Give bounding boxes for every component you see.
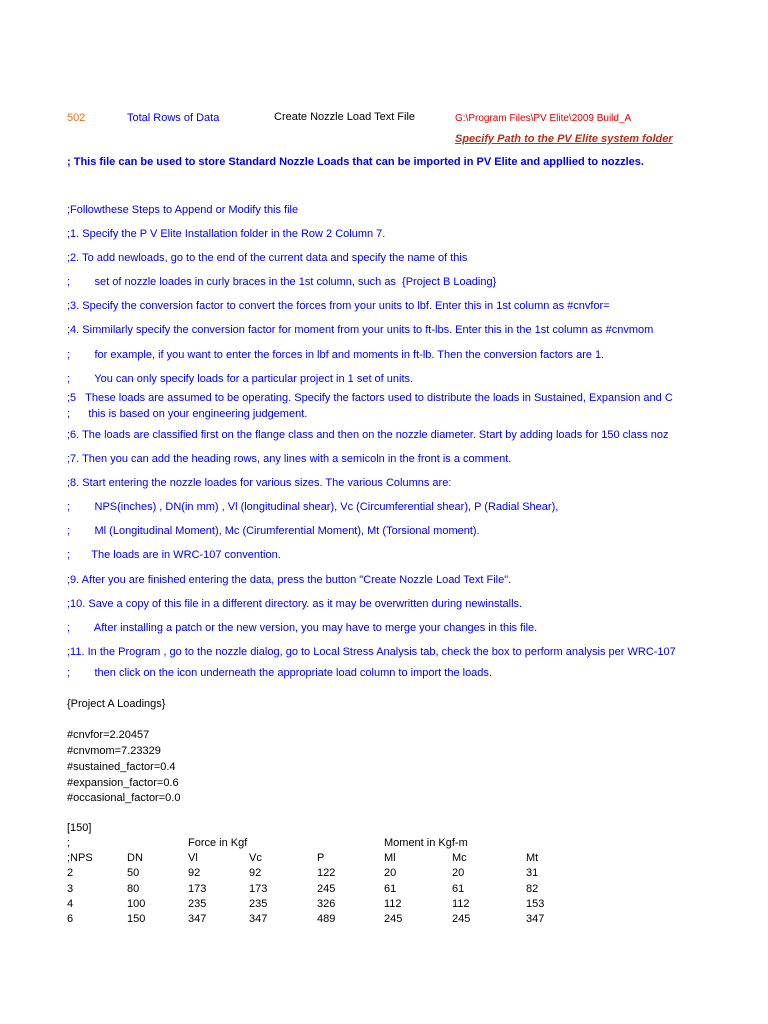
- step-line: ; set of nozzle loades in curly braces in the 1st column, such as {Project B Loading}: [67, 276, 497, 288]
- step-line: ; After installing a patch or the new version, you may have to merge your changes in this file.: [67, 622, 538, 634]
- table-cell[interactable]: 20: [452, 867, 465, 879]
- table-cell[interactable]: 61: [384, 883, 397, 895]
- table-cell[interactable]: 489: [317, 913, 336, 925]
- table-cell[interactable]: 6: [67, 913, 74, 925]
- table-cell[interactable]: 100: [127, 898, 146, 910]
- table-cell[interactable]: 173: [249, 883, 268, 895]
- table-cell[interactable]: 2: [67, 867, 74, 879]
- setting-line: #expansion_factor=0.6: [67, 777, 179, 789]
- step-line: ;5 These loads are assumed to be operating. Specify the factors used to distribute the loads in Sustained, Expansion and C: [67, 392, 673, 404]
- table-cell[interactable]: 347: [249, 913, 268, 925]
- step-line: ;4. Simmilarly specify the conversion factor for moment from your units to ft-lbs. Enter this in the 1st column as #cnvmom: [67, 324, 654, 336]
- step-line: ;9. After you are finished entering the data, press the button "Create Nozzle Load Text File".: [67, 574, 512, 586]
- column-header: Vc: [249, 852, 262, 864]
- table-cell[interactable]: 112: [384, 898, 402, 910]
- row-count-value: 502: [67, 112, 86, 124]
- table-cell[interactable]: 150: [127, 913, 146, 925]
- group-cell: ;: [67, 837, 71, 849]
- table-cell[interactable]: 3: [67, 883, 74, 895]
- step-line: ;2. To add newloads, go to the end of the current data and specify the name of this: [67, 252, 468, 264]
- column-header: DN: [127, 852, 143, 864]
- flange-class: [150]: [67, 822, 92, 834]
- step-line: ;7. Then you can add the heading rows, any lines with a semicoln in the front is a comment.: [67, 453, 512, 465]
- step-line: ; then click on the icon underneath the appropriate load column to import the loads.: [67, 667, 492, 679]
- column-header: P: [317, 852, 325, 864]
- table-cell[interactable]: 245: [452, 913, 471, 925]
- table-cell[interactable]: 31: [526, 867, 539, 879]
- table-cell[interactable]: 50: [127, 867, 140, 879]
- group-cell: Moment in Kgf-m: [384, 837, 468, 849]
- create-nozzle-load-button[interactable]: Create Nozzle Load Text File: [274, 111, 416, 123]
- table-cell[interactable]: 80: [127, 883, 140, 895]
- table-cell[interactable]: 347: [526, 913, 545, 925]
- setting-line: #sustained_factor=0.4: [67, 761, 176, 773]
- step-line: ;8. Start entering the nozzle loades for various sizes. The various Columns are:: [67, 477, 452, 489]
- table-cell[interactable]: 112: [452, 898, 470, 910]
- table-cell[interactable]: 20: [384, 867, 397, 879]
- table-cell[interactable]: 82: [526, 883, 539, 895]
- setting-line: #cnvmom=7.23329: [67, 745, 161, 757]
- group-cell: Force in Kgf: [188, 837, 248, 849]
- step-line: ; NPS(inches) , DN(in mm) , Vl (longitudinal shear), Vc (Circumferential shear), P (Radial Shear),: [67, 501, 559, 513]
- step-line: ;6. The loads are classified first on the flange class and then on the nozzle diameter. Start by adding loads for 150 class noz: [67, 429, 669, 441]
- table-cell[interactable]: 245: [317, 883, 336, 895]
- project-name: {Project A Loadings}: [67, 698, 166, 710]
- table-cell[interactable]: 326: [317, 898, 336, 910]
- step-line: ;11. In the Program , go to the nozzle dialog, go to Local Stress Analysis tab, check the box to perform analysis per WRC-107: [67, 646, 676, 658]
- step-line: ; for example, if you want to enter the forces in lbf and moments in ft-lb. Then the conversion factors are 1.: [67, 349, 605, 361]
- column-header: Vl: [188, 852, 198, 864]
- table-cell[interactable]: 153: [526, 898, 545, 910]
- pv-elite-path-cell[interactable]: G:\Program Files\PV Elite\2009 Build_A: [455, 113, 632, 124]
- step-line: ;Followthese Steps to Append or Modify this file: [67, 204, 299, 216]
- setting-line: #cnvfor=2.20457: [67, 729, 150, 741]
- step-line: ;1. Specify the P V Elite Installation folder in the Row 2 Column 7.: [67, 228, 386, 240]
- step-line: ; Ml (Longitudinal Moment), Mc (Cirumferential Moment), Mt (Torsional moment).: [67, 525, 480, 537]
- table-cell[interactable]: 235: [249, 898, 268, 910]
- table-cell[interactable]: 173: [188, 883, 207, 895]
- row-count-label: Total Rows of Data: [127, 112, 220, 124]
- table-cell[interactable]: 122: [317, 867, 336, 879]
- step-line: ; this is based on your engineering judgement.: [67, 408, 308, 420]
- column-header: Mc: [452, 852, 467, 864]
- step-line: ;10. Save a copy of this file in a different directory. as it may be overwritten during newinstalls.: [67, 598, 523, 610]
- step-line: ; You can only specify loads for a particular project in 1 set of units.: [67, 373, 414, 385]
- setting-line: #occasional_factor=0.0: [67, 792, 181, 804]
- step-line: ; The loads are in WRC-107 convention.: [67, 549, 281, 561]
- table-cell[interactable]: 347: [188, 913, 207, 925]
- table-cell[interactable]: 92: [188, 867, 201, 879]
- table-cell[interactable]: 61: [452, 883, 465, 895]
- table-cell[interactable]: 245: [384, 913, 403, 925]
- column-header: Ml: [384, 852, 396, 864]
- column-header: Mt: [526, 852, 539, 864]
- intro-comment: ; This file can be used to store Standard Nozzle Loads that can be imported in PV Elite and appllied to nozzles.: [67, 156, 644, 168]
- table-cell[interactable]: 4: [67, 898, 74, 910]
- path-hint: Specify Path to the PV Elite system folder: [455, 133, 673, 145]
- table-cell[interactable]: 92: [249, 867, 262, 879]
- step-line: ;3. Specify the conversion factor to convert the forces from your units to lbf. Enter this in 1st column as #cnvfor=: [67, 300, 610, 312]
- table-cell[interactable]: 235: [188, 898, 207, 910]
- column-header: ;NPS: [67, 852, 93, 864]
